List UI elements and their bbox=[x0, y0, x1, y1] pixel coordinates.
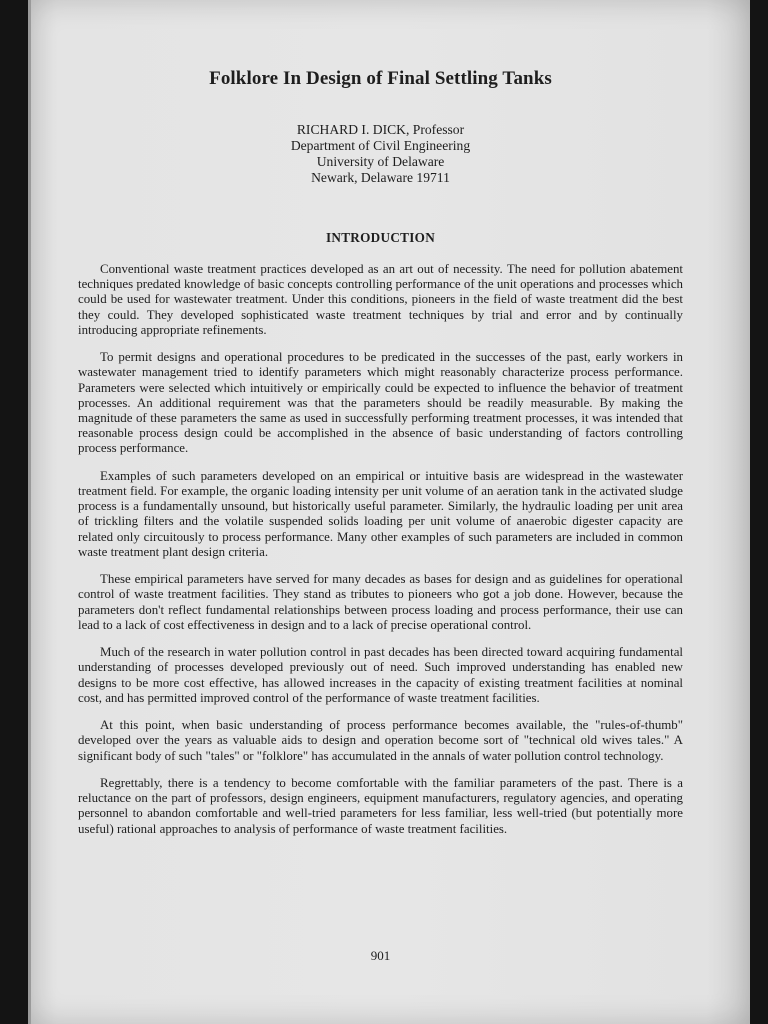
paragraph: To permit designs and operational procedures to be predicated in the successes of the past, early workers in wastewater management tried to identify parameters which might reasonably characterize process performance. Parameters were selected which intuitively or empirically could be expected to influence the behavior of treatment processes. An additional requirement was that the parameters should be readily measurable. By making the magnitude of these parameters the same as used in successfully performing treatment processes, it was intended that reasonable process design could be accomplished in the absence of basic understanding of factors controlling process performance. bbox=[78, 350, 683, 456]
body-text bbox=[78, 262, 683, 849]
page-edge bbox=[28, 0, 31, 1024]
paragraph: Much of the research in water pollution control in past decades has been directed toward acquiring fundamental understanding of processes developed previously out of need. Such improved understanding has enabled new designs to be more cost effective, has allowed increases in the capacity of existing treatment facilities at nominal cost, and has permitted improved control of the performance of waste treatment facilities. bbox=[78, 645, 683, 705]
author-department: Department of Civil Engineering bbox=[290, 138, 471, 153]
author-block bbox=[78, 122, 683, 186]
paragraph: Examples of such parameters developed on an empirical or intuitive basis are widespread in the wastewater treatment field. For example, the organic loading intensity per unit volume of an aeration tank in the activated sludge process is a fundamentally unsound, but historically useful parameter. Similarly, the hydraulic loading per unit area of trickling filters and the volatile suspended solids loading per unit volume of anaerobic digester capacity are related only circuitously to process performance. Many other examples of such parameters are included in common waste treatment plant design criteria. bbox=[78, 468, 683, 559]
author-university: University of Delaware bbox=[316, 154, 445, 169]
page-number: 901 bbox=[370, 948, 391, 963]
paragraph: These empirical parameters have served for many decades as bases for design and as guidelines for operational control of waste treatment facilities. They stand as tributes to pioneers who got a job done. However, because the parameters don't reflect fundamental relationships between process loading and process performance, their use can lead to a lack of cost effectiveness in design and to a lack of precise operational control. bbox=[78, 572, 683, 632]
author-address: Newark, Delaware 19711 bbox=[311, 170, 450, 185]
paragraph: Regrettably, there is a tendency to become comfortable with the familiar parameters of the past. There is a reluctance on the part of professors, design engineers, equipment manufacturers, regulatory agencies, and operating personnel to abandon comfortable and well-tried parameters for less familiar, less well-tried (but potentially more useful) rational approaches to analysis of performance of waste treatment facilities. bbox=[78, 776, 683, 836]
paragraph: Conventional waste treatment practices developed as an art out of necessity. The need for pollution abatement techniques predated knowledge of basic concepts controlling performance of the unit operations and processes which could be used for wastewater treatment. Under this conditions, pioneers in the field of waste treatment did the best they could. They developed sophisticated waste treatment techniques by trial and error and by continually introducing appropriate refinements. bbox=[78, 262, 683, 337]
paper-title: Folklore In Design of Final Settling Tanks bbox=[209, 68, 552, 89]
paragraph: At this point, when basic understanding of process performance becomes available, the "rules-of-thumb" developed over the years as valuable aids to design and operation become sort of "technical old wives tales." A significant body of such "tales" or "folklore" has accumulated in the annals of water pollution control technology. bbox=[78, 718, 683, 763]
document-page bbox=[28, 0, 750, 1024]
author-name: RICHARD I. DICK, Professor bbox=[296, 122, 465, 137]
section-heading: INTRODUCTION bbox=[325, 230, 436, 245]
